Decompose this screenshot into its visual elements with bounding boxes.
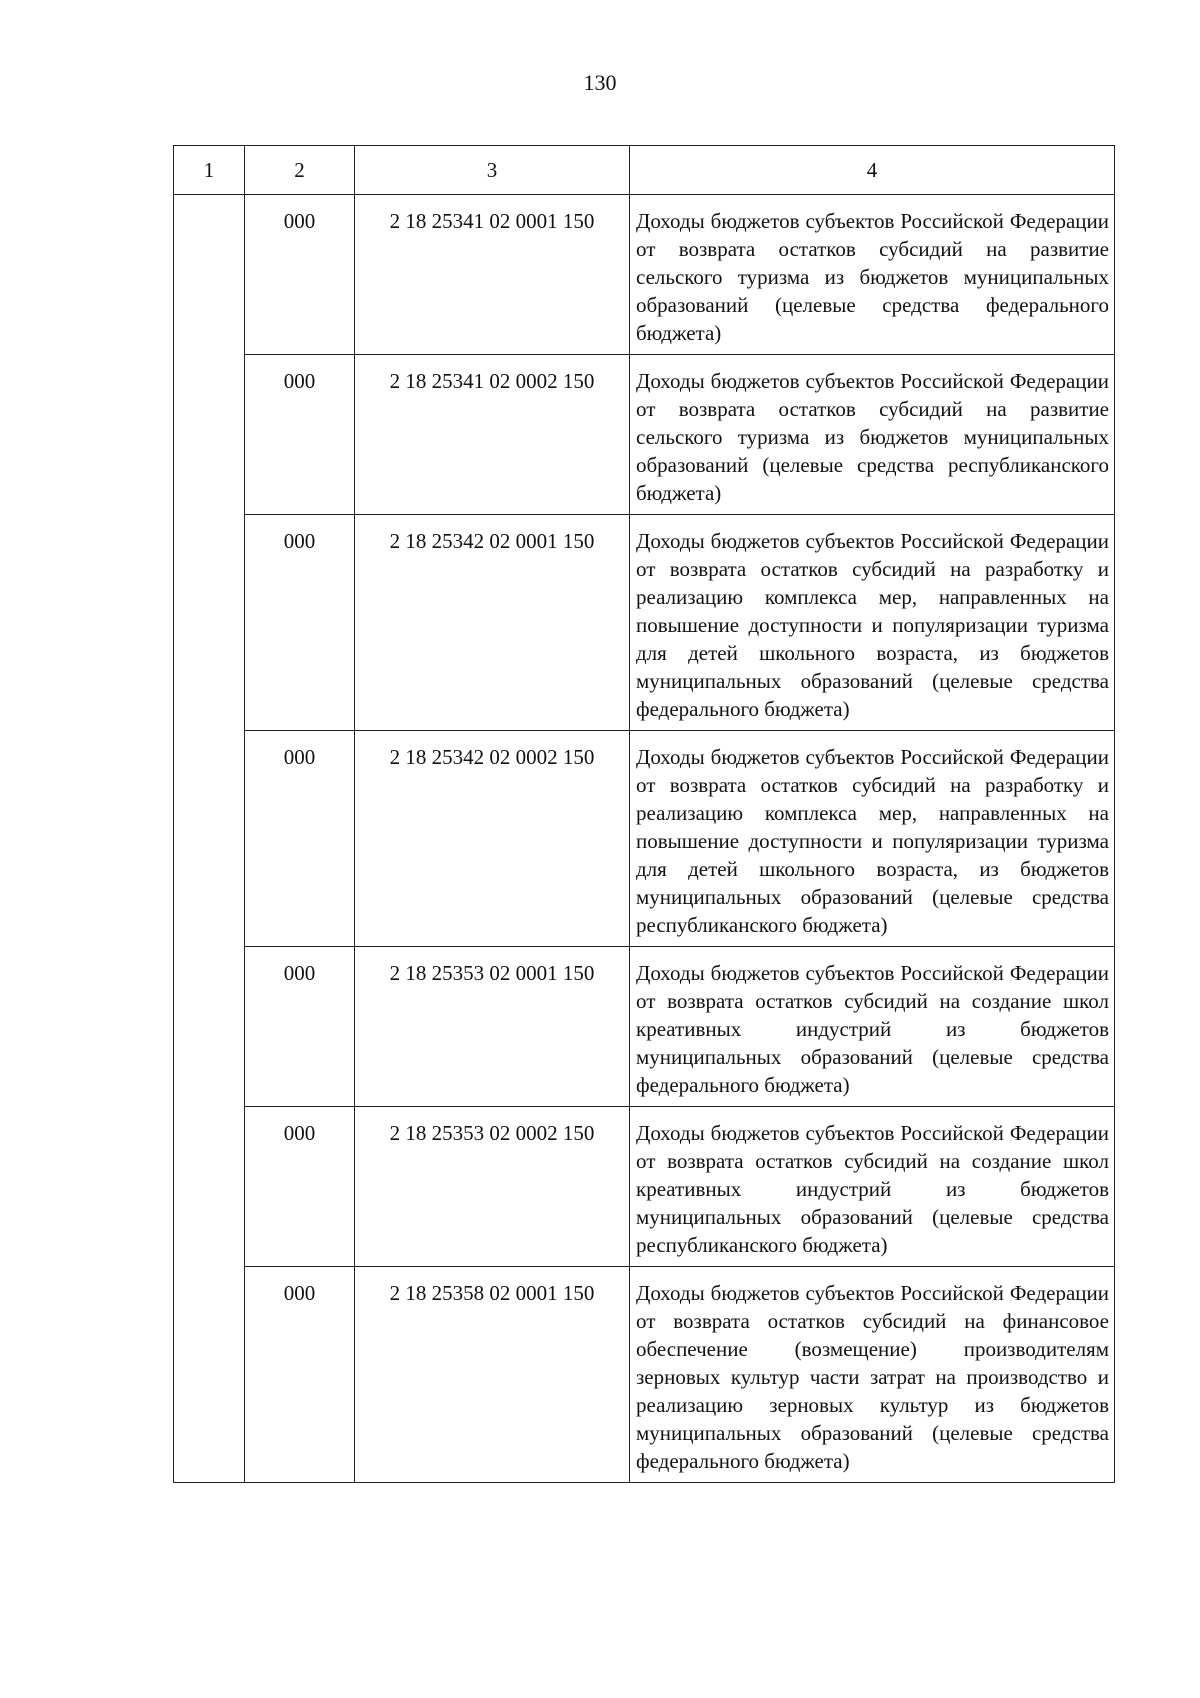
- table-row: [174, 355, 1115, 515]
- admin-code-cell: 000: [245, 1267, 355, 1483]
- column-header-1: 1: [174, 146, 245, 195]
- column-header-3: 3: [355, 146, 630, 195]
- admin-code-cell: 000: [245, 947, 355, 1107]
- admin-code-cell: 000: [245, 1107, 355, 1267]
- description-cell: [630, 731, 1115, 947]
- description-text: Доходы бюджетов субъектов Российской Федерации от возврата остатков субсидий на разработку и реализацию комплекса мер, направленных на повышение доступности и популяризации туризма для детей школьного возраста, из бюджетов муниципальных образований (целевые средства республиканского бюджета): [636, 745, 1109, 937]
- table-row: [174, 1267, 1115, 1483]
- column-header-4: 4: [630, 146, 1115, 195]
- description-text: Доходы бюджетов субъектов Российской Федерации от возврата остатков субсидий на финансовое обеспечение (возмещение) производителям зерновых культур части затрат на производство и реализацию зерновых культур из бюджетов муниципальных образований (целевые средства федерального бюджета): [636, 1281, 1109, 1473]
- budget-code-cell: 2 18 25353 02 0002 150: [355, 1107, 630, 1267]
- description-cell: [630, 947, 1115, 1107]
- table-row: [174, 731, 1115, 947]
- description-text: Доходы бюджетов субъектов Российской Федерации от возврата остатков субсидий на разработку и реализацию комплекса мер, направленных на повышение доступности и популяризации туризма для детей школьного возраста, из бюджетов муниципальных образований (целевые средства федерального бюджета): [636, 529, 1109, 721]
- row-number-cell: [174, 515, 245, 731]
- column-header-2: 2: [245, 146, 355, 195]
- row-number-cell: [174, 195, 245, 355]
- table-row: [174, 195, 1115, 355]
- description-cell: [630, 1107, 1115, 1267]
- budget-code-cell: 2 18 25353 02 0001 150: [355, 947, 630, 1107]
- admin-code-cell: 000: [245, 195, 355, 355]
- admin-code-cell: 000: [245, 731, 355, 947]
- budget-code-cell: 2 18 25342 02 0002 150: [355, 731, 630, 947]
- description-text: Доходы бюджетов субъектов Российской Федерации от возврата остатков субсидий на создание школ креативных индустрий из бюджетов муниципальных образований (целевые средства федерального бюджета): [636, 961, 1109, 1097]
- page-number: 130: [583, 70, 617, 95]
- description-cell: [630, 195, 1115, 355]
- table-header-row: [174, 146, 1115, 195]
- budget-code-cell: 2 18 25341 02 0001 150: [355, 195, 630, 355]
- description-text: Доходы бюджетов субъектов Российской Федерации от возврата остатков субсидий на развитие сельского туризма из бюджетов муниципальных образований (целевые средства федерального бюджета): [636, 209, 1109, 345]
- description-text: Доходы бюджетов субъектов Российской Федерации от возврата остатков субсидий на развитие сельского туризма из бюджетов муниципальных образований (целевые средства республиканского бюджета): [636, 369, 1109, 505]
- admin-code-cell: 000: [245, 515, 355, 731]
- budget-code-cell: 2 18 25341 02 0002 150: [355, 355, 630, 515]
- budget-code-cell: 2 18 25358 02 0001 150: [355, 1267, 630, 1483]
- description-cell: [630, 355, 1115, 515]
- admin-code-cell: 000: [245, 355, 355, 515]
- description-text: Доходы бюджетов субъектов Российской Федерации от возврата остатков субсидий на создание школ креативных индустрий из бюджетов муниципальных образований (целевые средства республиканского бюджета): [636, 1121, 1109, 1257]
- row-number-cell: [174, 1107, 245, 1267]
- budget-code-cell: 2 18 25342 02 0001 150: [355, 515, 630, 731]
- row-number-cell: [174, 731, 245, 947]
- table-row: [174, 515, 1115, 731]
- table-row: [174, 947, 1115, 1107]
- row-number-cell: [174, 947, 245, 1107]
- budget-codes-table: [173, 145, 1115, 1483]
- row-number-cell: [174, 355, 245, 515]
- description-cell: [630, 515, 1115, 731]
- table-row: [174, 1107, 1115, 1267]
- description-cell: [630, 1267, 1115, 1483]
- row-number-cell: [174, 1267, 245, 1483]
